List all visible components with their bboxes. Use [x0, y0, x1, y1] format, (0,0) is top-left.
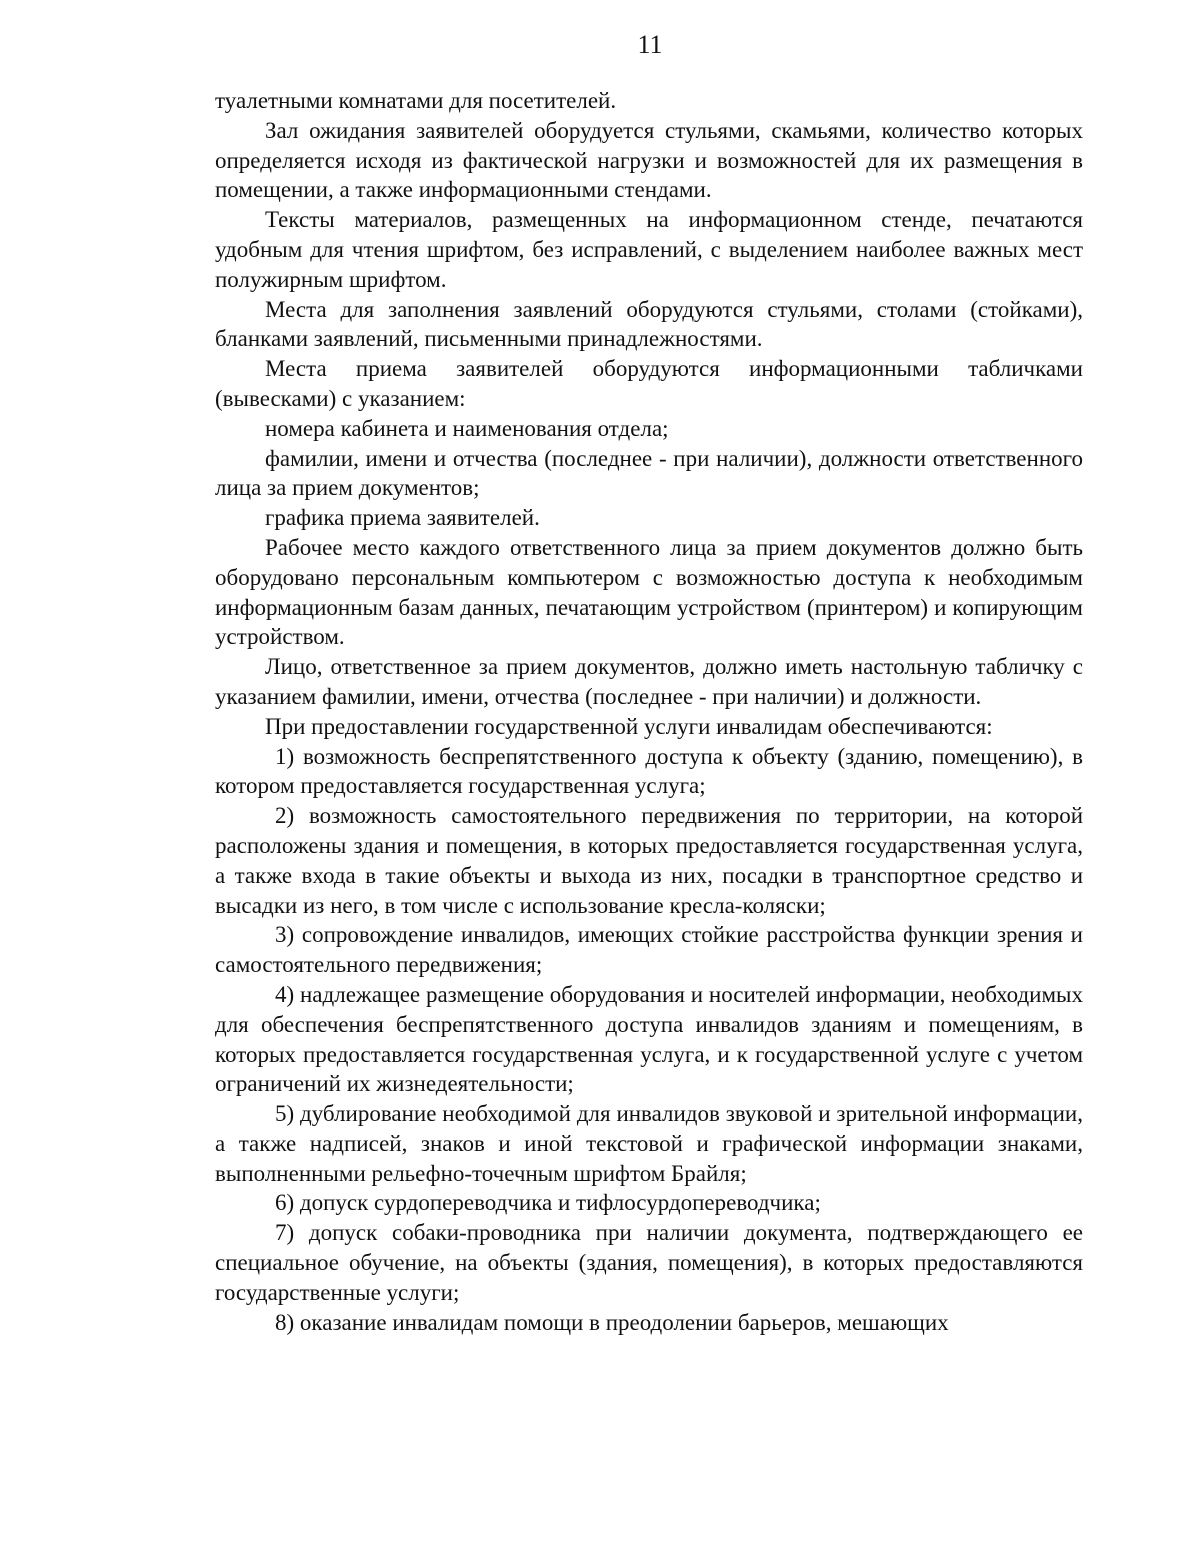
paragraph-continuation: туалетными комнатами для посетителей. [215, 88, 617, 113]
list-item-2: 2) возможность самостоятельного передвижения по территории, на которой расположены здания и помещения, в которых предоставляется государственная услуга, а также входа в такие объекты и выхода из них, посадки в транспортное средство и высадки из него, в том числе с использование кресла-коляски; [215, 803, 1083, 918]
paragraph-reception-places: Места приема заявителей оборудуются информационными табличками (вывесками) с указанием: [215, 356, 1083, 411]
paragraph-disabled-intro: При предоставлении государственной услуги инвалидам обеспечиваются: [265, 713, 993, 739]
paragraph-schedule: графика приема заявителей. [265, 505, 540, 531]
document-body [215, 86, 1083, 1337]
list-item-1: 1) возможность беспрепятственного доступа к объекту (зданию, помещению), в котором предоставляется государственная услуга; [215, 743, 1083, 799]
paragraph-responsible-name: фамилии, имени и отчества (последнее - при наличии), должности ответственного лица за прием документов; [215, 445, 1083, 501]
list-item-3: 3) сопровождение инвалидов, имеющих стойкие расстройства функции зрения и самостоятельного передвижения; [215, 922, 1083, 978]
list-item-4: 4) надлежащее размещение оборудования и носителей информации, необходимых для обеспечения беспрепятственного доступа инвалидов зданиям и помещениям, в которых предоставляется государственная услуга, и к государственной услуге с учетом ограничений их жизнедеятельности; [215, 981, 1083, 1097]
paragraph-desk-sign: Лицо, ответственное за прием документов, должно иметь настольную табличку с указанием фамилии, имени, отчества (последнее - при наличии) и должности. [215, 654, 1083, 709]
list-item-6: 6) допуск сурдопереводчика и тифлосурдопереводчика; [275, 1190, 821, 1216]
list-item-7: 7) допуск собаки-проводника при наличии документа, подтверждающего ее специальное обучение, на объекты (здания, помещения), в которых предоставляются государственные услуги; [215, 1220, 1083, 1305]
paragraph-workplace: Рабочее место каждого ответственного лица за прием документов должно быть оборудовано персональным компьютером с возможностью доступа к необходимым информационным базам данных, печатающим устройством (принтером) и копирующим устройством. [215, 534, 1083, 650]
page-number: 11 [637, 30, 663, 59]
paragraph-cabinet-number: номера кабинета и наименования отдела; [265, 415, 669, 441]
paragraph-waiting-hall: Зал ожидания заявителей оборудуется стульями, скамьями, количество которых определяется исходя из фактической нагрузки и возможностей для их размещения в помещении, а также информационными стендами. [215, 117, 1083, 203]
list-item-8: 8) оказание инвалидам помощи в преодолении барьеров, мешающих [275, 1309, 949, 1335]
list-item-5: 5) дублирование необходимой для инвалидов звуковой и зрительной информации, а также надписей, знаков и иной текстовой и графической информации знаками, выполненными рельефно-точечным шрифтом Брайля; [215, 1101, 1083, 1186]
paragraph-filling-places: Места для заполнения заявлений оборудуются стульями, столами (стойками), бланками заявлений, письменными принадлежностями. [215, 296, 1083, 352]
paragraph-stand-texts: Тексты материалов, размещенных на информационном стенде, печатаются удобным для чтения шрифтом, без исправлений, с выделением наиболее важных мест полужирным шрифтом. [215, 207, 1083, 292]
